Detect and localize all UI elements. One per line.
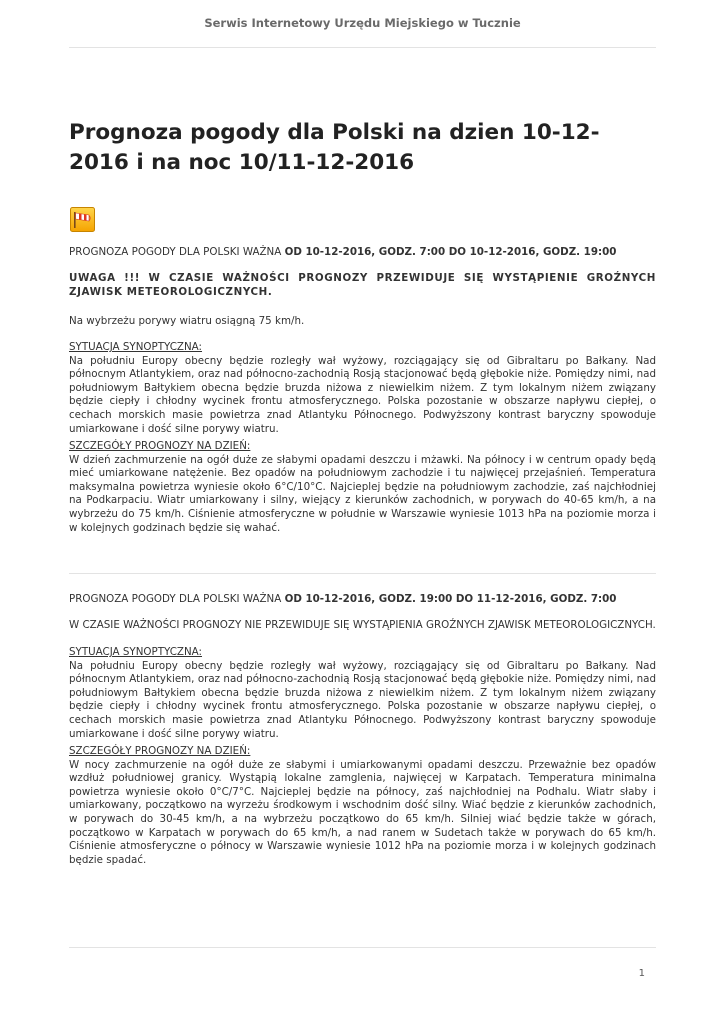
night-details-text: W nocy zachmurzenie na ogół duże ze słabymi i umiarkowanymi opadami deszczu. Przeważnie bez opadów wzdłuż południowej granicy. Wystąpią lokalne zamglenia, najwięcej w Karpatach. Temperatura minimalna powietrza wyniesie około 0°C/7°C. Najcieplej będzie na północy, zaś najchłodniej na Podhalu. Wiatr słaby i umiarkowany, początkowo na wyrzeżu środkowym i wschodnim dość silny. Wiać będzie z kierunków zachodnich, w porywach do 30-45 km/h, a na wybrzeżu początkowo do 65 km/h. Silniej wiać będzie także w górach, początkowo w Karpatach w porywach do 65 km/h, a nad ranem w Sudetach także w porywach do 65 km/h. Ciśnienie atmosferyczne o północy w Warszawie wyniesie 1012 hPa na poziomie morza i w kolejnych godzinach będzie spadać. bbox=[69, 758, 656, 866]
day-alert-text: UWAGA !!! W CZASIE WAŻNOŚCI PROGNOZY PRZEWIDUJE SIĘ WYSTĄPIENIE GROŹNYCH ZJAWISK METEOROLOGICZNYCH. bbox=[69, 272, 656, 298]
day-synoptic-heading: SYTUACJA SYNOPTYCZNA: bbox=[69, 341, 203, 353]
article-title: Prognoza pogody dla Polski na dzien 10-12-2016 i na noc 10/11-12-2016 bbox=[69, 120, 600, 175]
day-coast-note bbox=[69, 315, 656, 329]
day-coast-note-text: Na wybrzeżu porywy wiatru osiągną 75 km/h. bbox=[69, 315, 305, 327]
day-synoptic-section bbox=[69, 341, 656, 436]
night-validity-line bbox=[69, 593, 656, 607]
day-validity-range: OD 10-12-2016, GODZ. 7:00 DO 10-12-2016, GODZ. 19:00 bbox=[284, 246, 617, 258]
day-validity-prefix: PROGNOZA POGODY DLA POLSKI WAŻNA bbox=[69, 246, 285, 258]
night-details-heading: SZCZEGÓŁY PROGNOZY NA DZIEŃ: bbox=[69, 745, 251, 757]
night-notice-text: W CZASIE WAŻNOŚCI PROGNOZY NIE PRZEWIDUJE SIĘ WYSTĄPIENIA GROŹNYCH ZJAWISK METEOROLOGICZNYCH. bbox=[69, 619, 656, 631]
night-validity-prefix: PROGNOZA POGODY DLA POLSKI WAŻNA bbox=[69, 593, 285, 605]
footer-divider bbox=[69, 947, 656, 948]
night-notice bbox=[69, 619, 656, 633]
day-synoptic-text: Na południu Europy obecny będzie rozległy wał wyżowy, rozciągający się od Gibraltaru po Bałkany. Nad północnym Atlantykiem, oraz nad północno-zachodnią Rosją stacjonować będą głębokie niże. Pomiędzy nimi, nad południowym Bałtykiem obecna będzie bruzda niżowa z niewielkim niżem. Z tym lokalnym niżem związany będzie ciepły i chłodny wycinek frontu atmosferycznego. Polska pozostanie w obszarze napływu ciepłej, o cechach morskich masie powietrza znad Atlantyku Północnego. Podwyższony kontrast baryczny spowoduje umiarkowane i dość silne porywy wiatru. bbox=[69, 354, 656, 435]
document-page bbox=[69, 0, 656, 1024]
night-synoptic-heading: SYTUACJA SYNOPTYCZNA: bbox=[69, 646, 203, 658]
section-divider bbox=[69, 573, 656, 574]
day-details-text: W dzień zachmurzenie na ogół duże ze słabymi opadami deszczu i mżawki. Na północy i w centrum opady będą mieć umiarkowane natężenie. Bez opadów na południowym zachodzie i tu najwięcej przejaśnień. Temperatura maksymalna powietrza wyniesie około 6°C/10°C. Najcieplej będzie na południowym zachodzie, zaś najchłodniej na Podkarpaciu. Wiatr umiarkowany i silny, wiejący z kierunków zachodnich, w porywach do 40-65 km/h, a na wybrzeżu do 75 km/h. Ciśnienie atmosferyczne w południe w Warszawie wyniesie 1013 hPa na poziomie morza i w kolejnych godzinach będzie się wahać. bbox=[69, 453, 656, 534]
page-number: 1 bbox=[638, 968, 645, 979]
day-details-section bbox=[69, 440, 656, 535]
day-details-heading: SZCZEGÓŁY PROGNOZY NA DZIEŃ: bbox=[69, 440, 251, 452]
night-synoptic-section bbox=[69, 646, 656, 741]
night-synoptic-text: Na południu Europy obecny będzie rozległy wał wyżowy, rozciągający się od Gibraltaru po Bałkany. Nad północnym Atlantykiem, oraz nad północno-zachodnią Rosją stacjonować będą głębokie niże. Pomiędzy nimi, nad południowym Bałtykiem obecna będzie bruzda niżowa z niewielkim niżem. Z tym lokalnym niżem związany będzie ciepły i chłodny wycinek frontu atmosferycznego. Polska pozostanie w obszarze napływu ciepłej, o cechach morskich masie powietrza znad Atlantyku Północnego. Podwyższony kontrast baryczny spowoduje umiarkowane i dość silne porywy wiatru. bbox=[69, 659, 656, 740]
night-validity-range: OD 10-12-2016, GODZ. 19:00 DO 11-12-2016, GODZ. 7:00 bbox=[284, 593, 617, 605]
header-divider bbox=[69, 47, 656, 48]
windsock-warning-icon bbox=[70, 207, 95, 232]
night-details-section bbox=[69, 745, 656, 867]
day-alert bbox=[69, 272, 656, 299]
day-validity-line bbox=[69, 246, 656, 260]
site-header-title: Serwis Internetowy Urzędu Miejskiego w Tucznie bbox=[204, 16, 521, 30]
